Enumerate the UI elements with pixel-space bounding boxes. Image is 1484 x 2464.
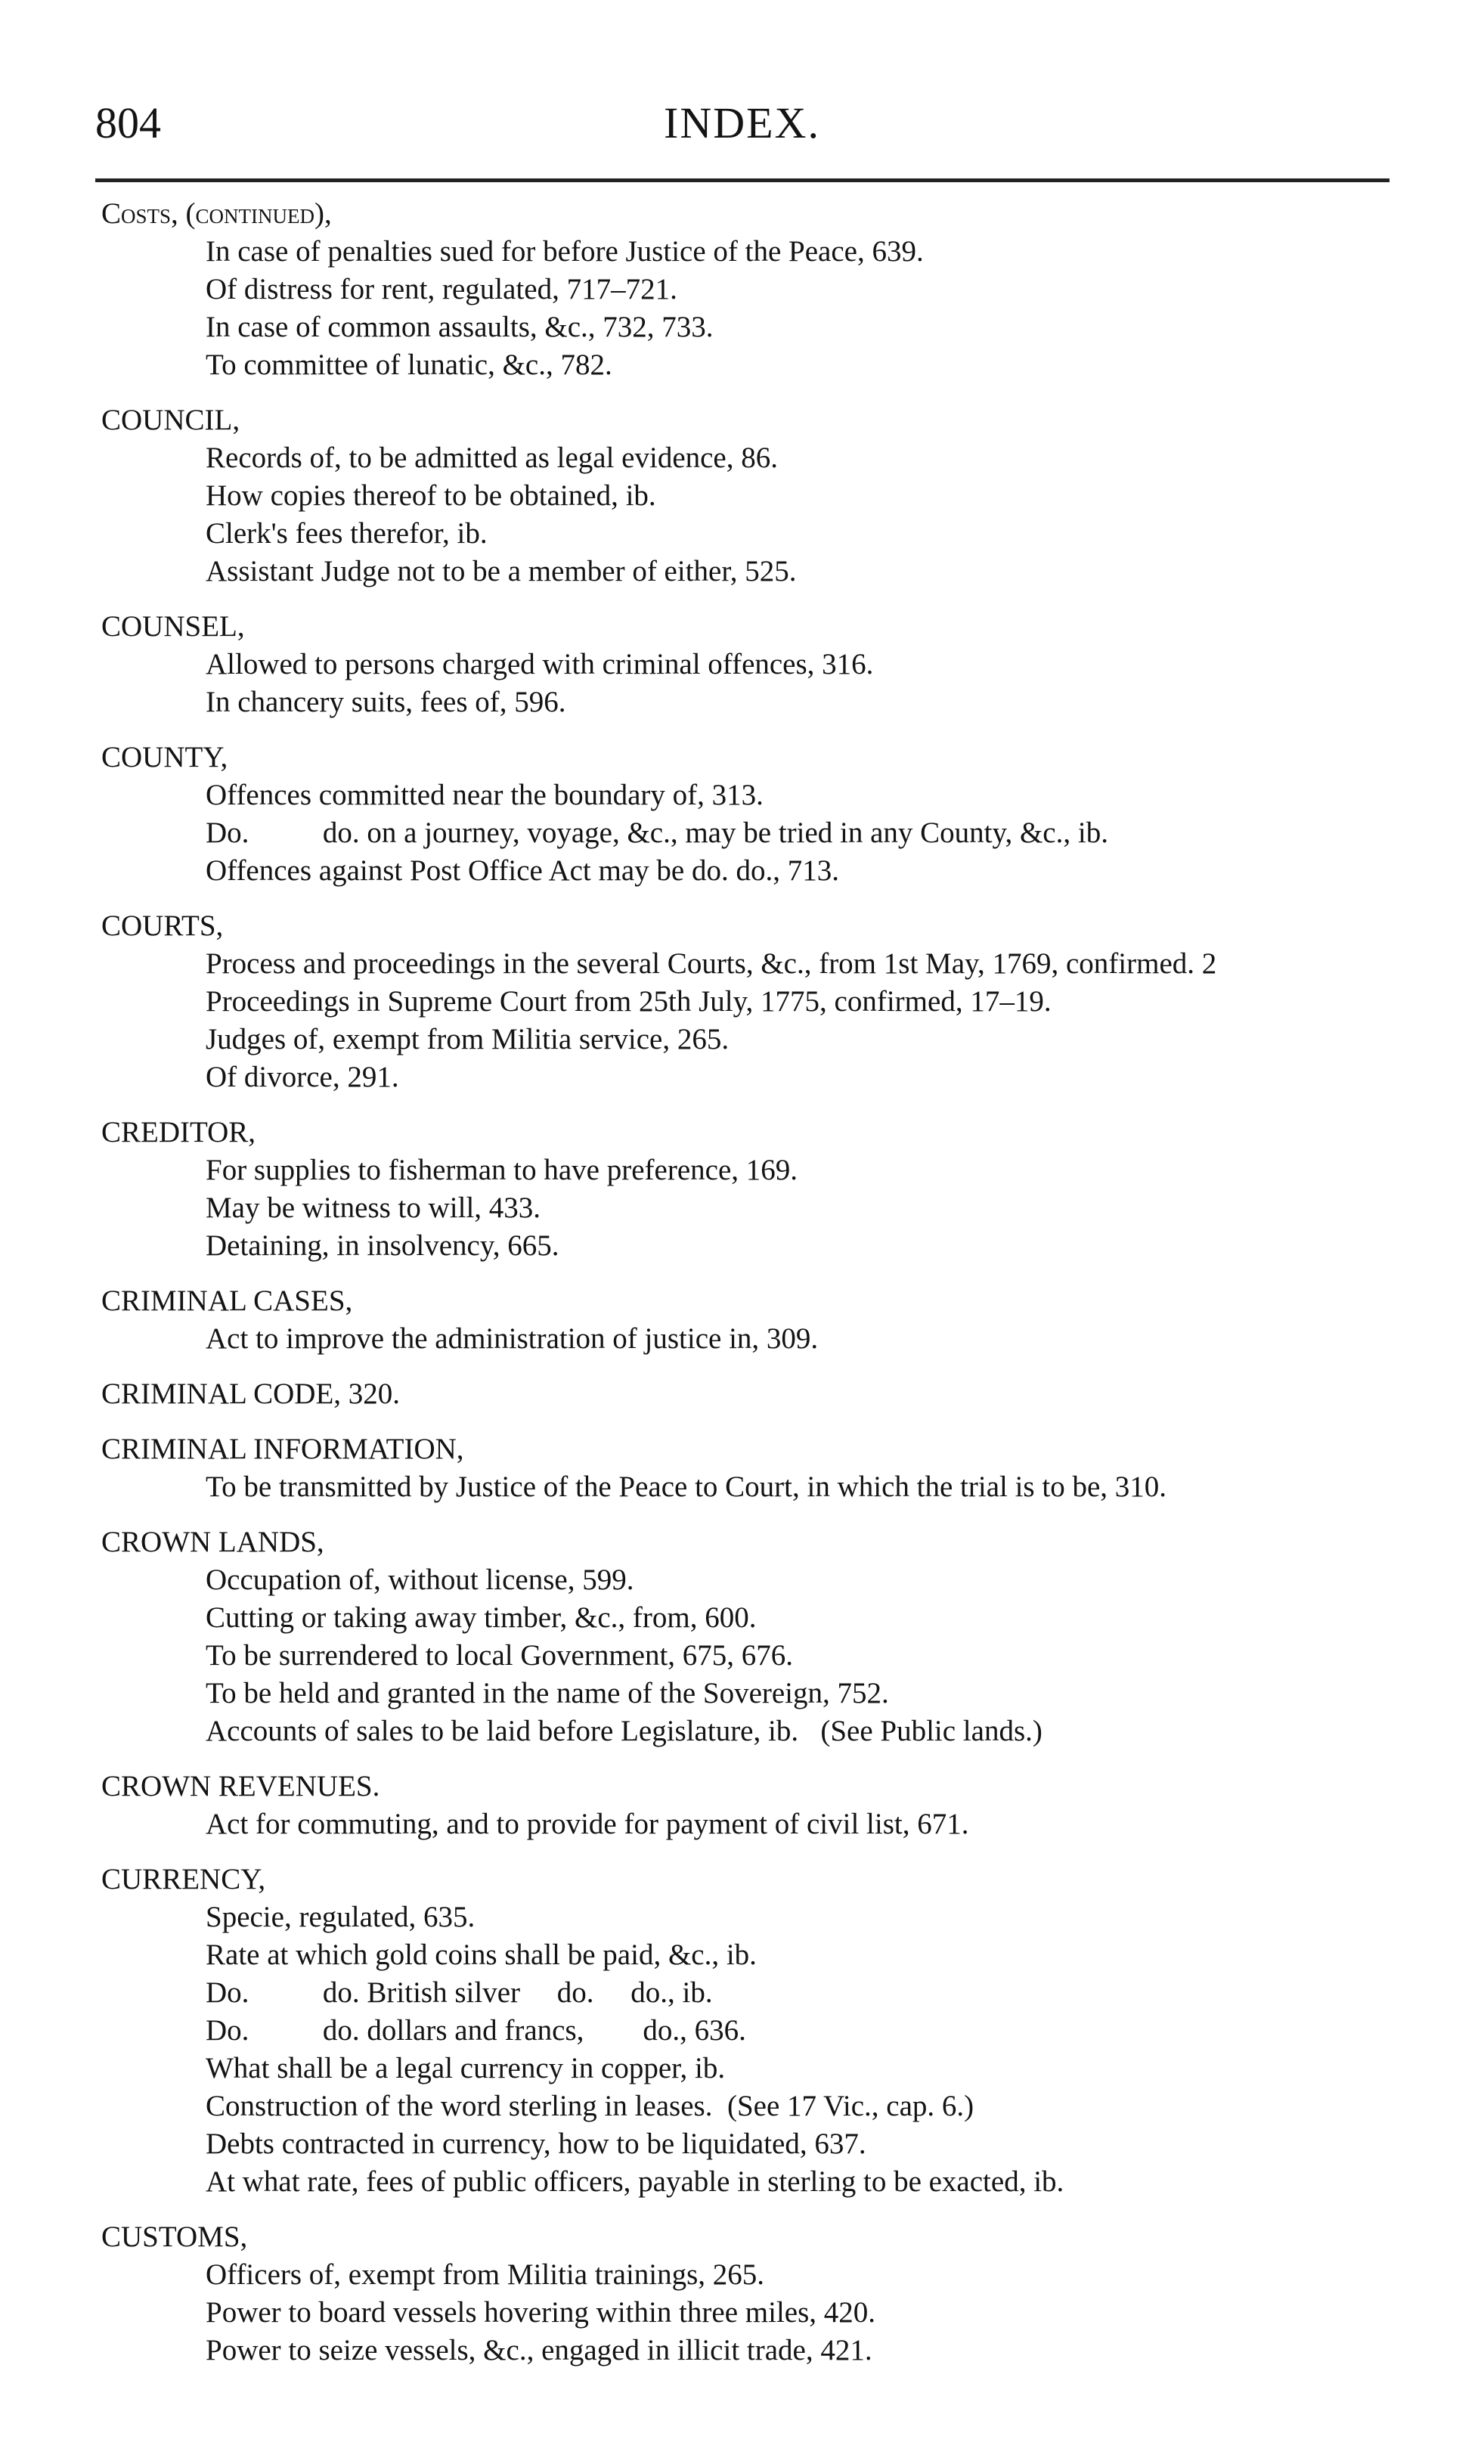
index-entry-crown-lands — [101, 1523, 1394, 1750]
entry-line: Offences committed near the boundary of, 313. — [206, 779, 764, 811]
index-entry-currency — [101, 1861, 1394, 2201]
entry-line: To be transmitted by Justice of the Peace to Court, in which the trial is to be, 310. — [206, 1471, 1167, 1503]
index-entry-creditor — [101, 1114, 1394, 1265]
entry-line: How copies thereof to be obtained, ib. — [206, 479, 656, 512]
entry-line: To committee of lunatic, &c., 782. — [206, 349, 612, 381]
entry-line: Power to board vessels hovering within three miles, 420. — [206, 2296, 876, 2329]
entry-line: Judges of, exempt from Militia service, 265. — [206, 1023, 730, 1055]
entry-heading: CROWN REVENUES. — [101, 1770, 380, 1802]
entry-line: What shall be a legal currency in copper, ib. — [206, 2052, 726, 2084]
entry-line: Clerk's fees therefor, ib. — [206, 517, 488, 550]
entry-line: For supplies to fisherman to have preference, 169. — [206, 1154, 798, 1186]
index-entry-courts — [101, 907, 1394, 1096]
entry-line: Do. do. dollars and francs, do., 636. — [206, 2014, 746, 2047]
index-entry-customs — [101, 2218, 1394, 2369]
entry-heading: COURTS, — [101, 910, 224, 942]
entry-line: To be surrendered to local Government, 675, 676. — [206, 1639, 794, 1672]
entry-line: Proceedings in Supreme Court from 25th July, 1775, confirmed, 17–19. — [206, 985, 1052, 1018]
entry-line: Occupation of, without license, 599. — [206, 1564, 634, 1596]
entry-line: Accounts of sales to be laid before Legislature, ib. (See Public lands.) — [206, 1715, 1043, 1747]
entry-heading: COUNCIL, — [101, 404, 240, 436]
entry-line: Assistant Judge not to be a member of either, 525. — [206, 555, 797, 587]
index-entry-criminal-cases — [101, 1282, 1394, 1358]
entry-line: In case of common assaults, &c., 732, 733. — [206, 311, 714, 343]
entry-line: Power to seize vessels, &c., engaged in illicit trade, 421. — [206, 2334, 872, 2366]
index-entry-council — [101, 401, 1394, 590]
entry-line: Allowed to persons charged with criminal offences, 316. — [206, 648, 874, 680]
index-entries — [101, 195, 1394, 2387]
entry-heading: COUNTY, — [101, 741, 228, 773]
entry-line: Officers of, exempt from Militia trainings, 265. — [206, 2258, 765, 2291]
entry-heading: CURRENCY, — [101, 1863, 266, 1895]
entry-heading: Costs, (continued), — [101, 197, 332, 230]
page-title: INDEX. — [664, 98, 820, 147]
entry-line: Of divorce, 291. — [206, 1061, 399, 1093]
entry-line: Specie, regulated, 635. — [206, 1901, 476, 1933]
entry-line: Act to improve the administration of justice in, 309. — [206, 1322, 819, 1355]
entry-line: Records of, to be admitted as legal evidence, 86. — [206, 442, 778, 474]
entry-line: Rate at which gold coins shall be paid, &c., ib. — [206, 1939, 757, 1971]
entry-line: In case of penalties sued for before Justice of the Peace, 639. — [206, 235, 924, 268]
entry-heading: CRIMINAL INFORMATION, — [101, 1433, 464, 1465]
index-entry-criminal-code — [101, 1375, 1394, 1413]
entry-line: Do. do. on a journey, voyage, &c., may be tried in any County, &c., ib. — [206, 817, 1108, 849]
index-entry-county — [101, 739, 1394, 890]
index-entry-counsel — [101, 608, 1394, 721]
entry-heading: CRIMINAL CODE, 320. — [101, 1378, 401, 1410]
entry-line: In chancery suits, fees of, 596. — [206, 686, 566, 718]
entry-heading: CRIMINAL CASES, — [101, 1285, 353, 1317]
entry-line: Cutting or taking away timber, &c., from, 600. — [206, 1601, 757, 1634]
entry-line: Construction of the word sterling in leases. (See 17 Vic., cap. 6.) — [206, 2090, 974, 2122]
entry-line: At what rate, fees of public officers, payable in sterling to be exacted, ib. — [206, 2165, 1064, 2198]
entry-line: Act for commuting, and to provide for payment of civil list, 671. — [206, 1808, 969, 1840]
entry-heading: CREDITOR, — [101, 1116, 256, 1148]
index-entry-crown-revenues — [101, 1768, 1394, 1843]
entry-line: To be held and granted in the name of the Sovereign, 752. — [206, 1677, 889, 1709]
entry-line: Do. do. British silver do. do., ib. — [206, 1976, 713, 2009]
entry-line: Debts contracted in currency, how to be liquidated, 637. — [206, 2128, 866, 2160]
index-entry-costs — [101, 195, 1394, 384]
entry-heading: CROWN LANDS, — [101, 1526, 324, 1558]
entry-line: Process and proceedings in the several Courts, &c., from 1st May, 1769, confirmed. 2 — [206, 947, 1217, 980]
entry-line: May be witness to will, 433. — [206, 1192, 541, 1224]
index-entry-criminal-information — [101, 1430, 1394, 1506]
header-rule — [95, 178, 1390, 182]
entry-line: Detaining, in insolvency, 665. — [206, 1229, 559, 1262]
entry-heading: COUNSEL, — [101, 610, 245, 643]
entry-line: Offences against Post Office Act may be do. do., 713. — [206, 854, 839, 887]
entry-heading: CUSTOMS, — [101, 2221, 248, 2253]
page-number: 804 — [95, 98, 161, 147]
entry-line: Of distress for rent, regulated, 717–721. — [206, 273, 677, 305]
